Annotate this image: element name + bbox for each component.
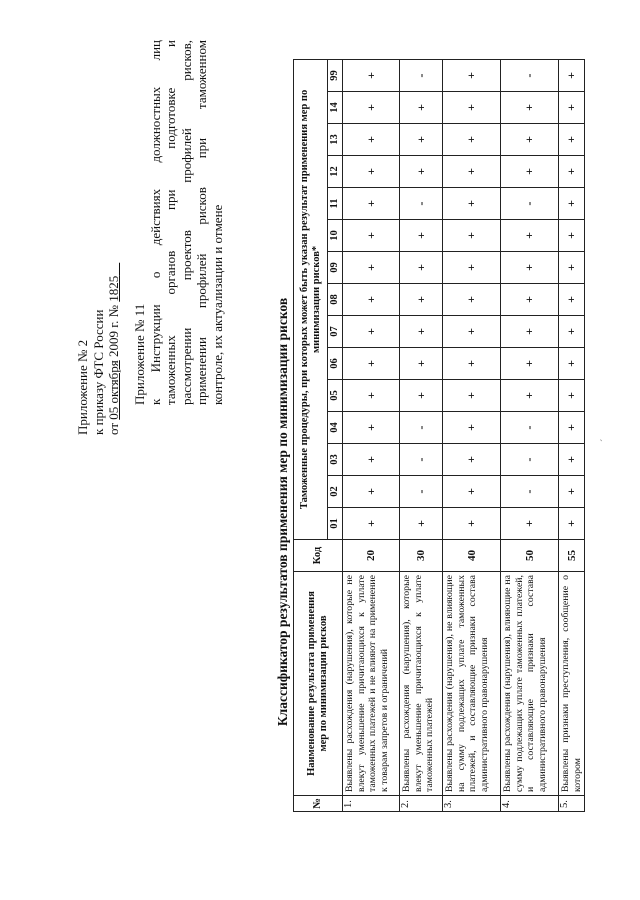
procedure-mark: -	[501, 476, 559, 508]
procedure-mark: +	[443, 59, 501, 91]
procedure-mark: +	[559, 284, 585, 316]
procedure-mark: -	[400, 59, 443, 91]
row-number: 3.	[443, 796, 501, 812]
procedure-mark: +	[501, 380, 559, 412]
stray-mark: ´	[600, 438, 611, 442]
procedure-mark: +	[501, 316, 559, 348]
procedure-mark: +	[501, 92, 559, 124]
result-code: 20	[343, 540, 400, 572]
procedure-mark: +	[343, 380, 400, 412]
procedure-mark: +	[443, 476, 501, 508]
date-year: 2009 г. №	[106, 304, 121, 357]
procedure-code-header: 12	[328, 156, 343, 188]
procedure-mark: -	[501, 412, 559, 444]
procedure-mark: +	[559, 252, 585, 284]
procedure-mark: +	[343, 188, 400, 220]
document-title: Классификатор результатов применения мер по минимизации рисков	[275, 297, 290, 727]
procedure-mark: +	[343, 220, 400, 252]
procedure-code-header: 06	[328, 348, 343, 380]
procedure-code-header: 03	[328, 444, 343, 476]
procedure-mark: +	[559, 508, 585, 540]
order-number: 1825	[106, 275, 121, 302]
procedure-mark: +	[501, 252, 559, 284]
classifier-table	[293, 59, 585, 812]
procedure-mark: +	[559, 348, 585, 380]
procedure-code-header: 07	[328, 316, 343, 348]
result-name: Выявлены расхождения (нарушения), которые влекут уменьшение причитающихся к уплате таможенных платежей	[400, 572, 443, 796]
procedure-mark: +	[559, 92, 585, 124]
procedure-mark: -	[400, 476, 443, 508]
procedure-code-header: 10	[328, 220, 343, 252]
instruction-line: контроле, их актуализации и отмене	[209, 204, 225, 405]
date-day: 05 октября	[106, 360, 121, 420]
procedure-mark: +	[343, 59, 400, 91]
result-name: Выявлены расхождения (нарушения), влияющие на сумму подлежащих уплате таможенных платежей, и составляющие признаки состава административного правонарушения	[501, 572, 559, 796]
procedure-mark: +	[443, 412, 501, 444]
procedure-mark: +	[501, 156, 559, 188]
table-row	[559, 59, 585, 811]
procedure-mark: +	[501, 508, 559, 540]
procedure-mark: +	[443, 316, 501, 348]
procedure-mark: +	[400, 124, 443, 156]
procedure-mark: -	[501, 444, 559, 476]
procedure-mark: -	[501, 59, 559, 91]
procedure-mark: +	[443, 284, 501, 316]
col-name-header: Наименование результата применения мер по минимизации рисков	[294, 572, 343, 796]
procedure-mark: +	[559, 444, 585, 476]
procedure-mark: +	[559, 380, 585, 412]
procedure-mark: +	[443, 348, 501, 380]
col-code-header: Код	[294, 540, 343, 572]
appendix-header	[75, 115, 122, 435]
procedure-code-header: 09	[328, 252, 343, 284]
row-number: 4.	[501, 796, 559, 812]
procedure-mark: +	[501, 348, 559, 380]
procedure-code-header: 02	[328, 476, 343, 508]
procedure-mark: +	[343, 124, 400, 156]
procedure-mark: +	[501, 124, 559, 156]
procedure-mark: +	[443, 252, 501, 284]
procedure-mark: +	[400, 348, 443, 380]
procedure-mark: +	[443, 92, 501, 124]
appendix-line1: Приложение № 2	[75, 339, 90, 435]
appendix11-title: Приложение № 11	[132, 303, 147, 405]
row-number: 5.	[559, 796, 585, 812]
row-number: 2.	[400, 796, 443, 812]
procedure-mark: +	[559, 156, 585, 188]
procedure-mark: +	[501, 220, 559, 252]
procedure-code-header: 99	[328, 59, 343, 91]
row-number: 1.	[343, 796, 400, 812]
procedure-mark: +	[343, 252, 400, 284]
col-num-header: №	[294, 796, 343, 812]
procedure-mark: -	[400, 412, 443, 444]
instruction-line: рассмотрении проектов профилей рисков,	[178, 40, 194, 405]
order-date-line	[106, 115, 122, 435]
procedure-mark: +	[443, 380, 501, 412]
procedure-mark: +	[400, 252, 443, 284]
procedure-mark: +	[443, 508, 501, 540]
result-name: Выявлены расхождения (нарушения), которые не влекут уменьшение причитающихся к уплате таможенных платежей и не влияют на применение к товарам запретов и ограничений	[343, 572, 400, 796]
appendix11-header	[132, 40, 225, 405]
procedure-mark: +	[343, 316, 400, 348]
procedure-code-header: 11	[328, 188, 343, 220]
procedure-mark: +	[343, 284, 400, 316]
procedure-mark: -	[501, 188, 559, 220]
procedure-mark: +	[443, 188, 501, 220]
appendix-line2: к приказу ФТС России	[90, 309, 106, 435]
procedure-code-header: 01	[328, 508, 343, 540]
table-row	[501, 59, 559, 811]
result-code: 30	[400, 540, 443, 572]
procedure-mark: +	[559, 220, 585, 252]
procedure-mark: +	[400, 156, 443, 188]
procedure-mark: +	[443, 124, 501, 156]
result-code: 50	[501, 540, 559, 572]
procedure-mark: +	[559, 316, 585, 348]
procedure-code-header: 14	[328, 92, 343, 124]
procedure-mark: +	[400, 316, 443, 348]
procedure-mark: +	[343, 476, 400, 508]
result-code: 40	[443, 540, 501, 572]
procedure-mark: +	[343, 444, 400, 476]
result-name: Выявлены признаки преступления, сообщение о котором	[559, 572, 585, 796]
procedure-mark: +	[343, 92, 400, 124]
procedure-mark: +	[343, 156, 400, 188]
table-row	[343, 59, 400, 811]
table-body	[343, 59, 585, 811]
instruction-line: таможенных органов при подготовке и	[163, 40, 178, 405]
procedure-mark: +	[343, 508, 400, 540]
procedure-code-header: 13	[328, 124, 343, 156]
procedure-mark: +	[400, 220, 443, 252]
result-code: 55	[559, 540, 585, 572]
procedure-mark: +	[400, 380, 443, 412]
procedure-mark: +	[559, 188, 585, 220]
procedure-mark: +	[400, 92, 443, 124]
procedure-mark: +	[443, 444, 501, 476]
procedure-code-header: 05	[328, 380, 343, 412]
procedure-mark: +	[400, 284, 443, 316]
date-prefix: от	[106, 422, 121, 435]
procedure-mark: +	[559, 124, 585, 156]
instruction-line: применении профилей рисков при таможенном	[194, 40, 209, 405]
procedure-mark: +	[443, 156, 501, 188]
procedure-mark: +	[501, 284, 559, 316]
procedure-mark: +	[559, 412, 585, 444]
result-name: Выявлены расхождения (нарушения), не влияющие на сумму подлежащих уплате таможенных платежей, и составляющие признаки состава административного правонарушения	[443, 572, 501, 796]
col-procedures-header: Таможенные процедуры, при которых может быть указан результат применения мер по минимизации рисков*	[294, 59, 328, 539]
procedure-code-header: 08	[328, 284, 343, 316]
procedure-mark: +	[400, 508, 443, 540]
procedure-mark: +	[559, 59, 585, 91]
table-row	[443, 59, 501, 811]
instruction-line: к Инструкции о действиях должностных лиц	[147, 40, 163, 405]
procedure-mark: -	[400, 188, 443, 220]
procedure-mark: +	[343, 348, 400, 380]
procedure-mark: +	[443, 220, 501, 252]
table-row	[400, 59, 443, 811]
procedure-mark: -	[400, 444, 443, 476]
procedure-mark: +	[559, 476, 585, 508]
procedure-mark: +	[343, 412, 400, 444]
procedure-code-header: 04	[328, 412, 343, 444]
